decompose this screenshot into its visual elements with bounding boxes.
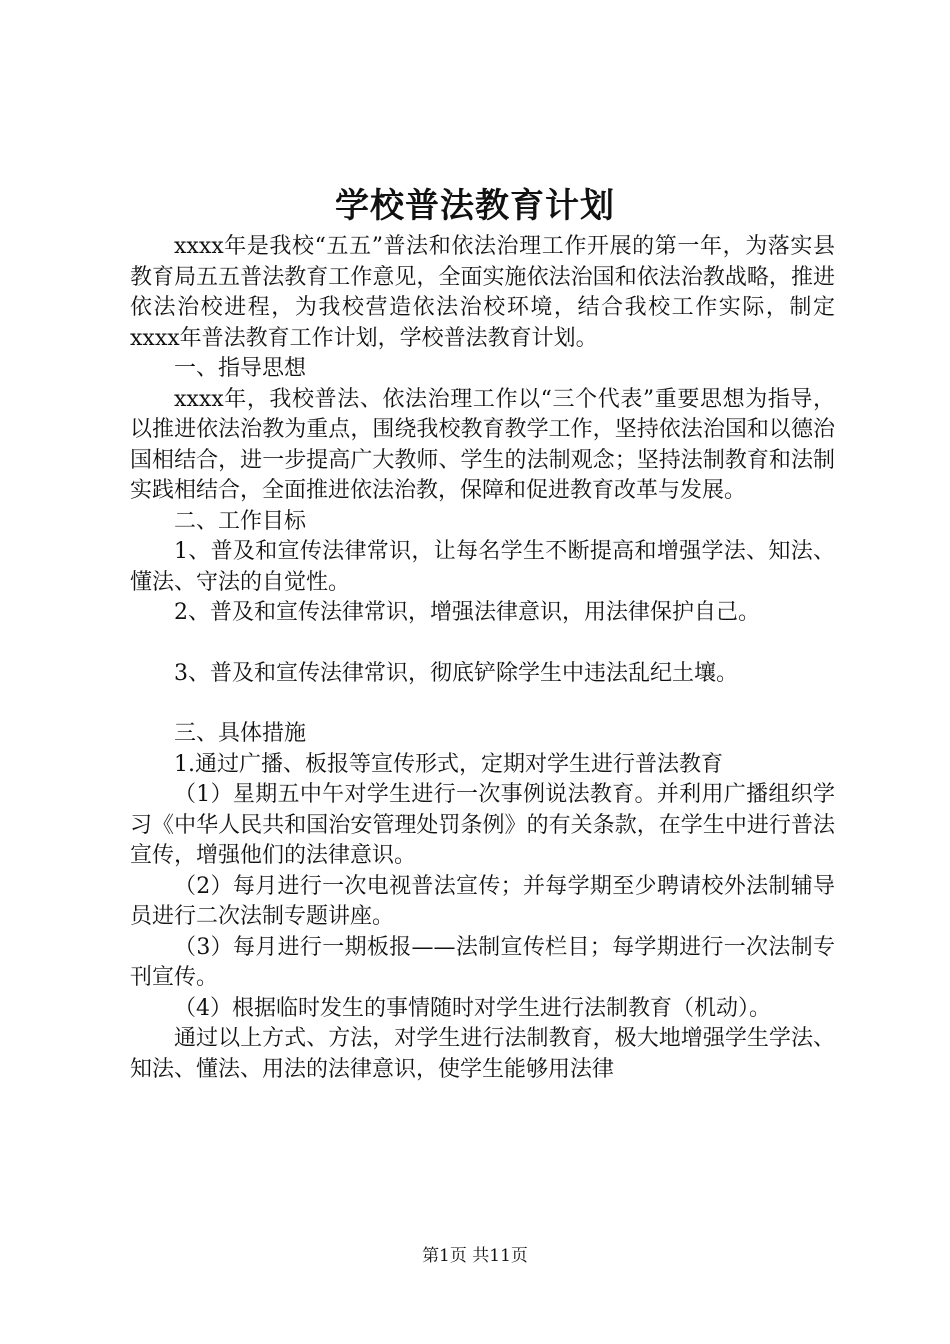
section-heading-specific-measures: 三、具体措施 (174, 721, 307, 746)
intro-paragraph: xxxx年是我校“五五”普法和依法治理工作开展的第一年，为落实县教育局五五普法教育工作意见，全面实施依法治国和依法治教战略，推进依法治校进程，为我校营造依法治校环境，结合我校工作实际，制定xxxx年普法教育工作计划，学校普法教育计划。 (130, 234, 835, 351)
measure-item-1: 1.通过广播、板报等宣传形式，定期对学生进行普法教育 (174, 751, 723, 777)
document-body (130, 232, 835, 1085)
measure-subitem-3: （3）每月进行一期板报——法制宣传栏目；每学期进行一次法制专刊宣传。 (130, 934, 835, 990)
page-footer: 第1页 共11页 (422, 1246, 528, 1266)
work-goal-item-1: 1、普及和宣传法律常识，让每名学生不断提高和增强学法、知法、懂法、守法的自觉性。 (130, 539, 835, 595)
work-goal-item-3: 3、普及和宣传法律常识，彻底铲除学生中违法乱纪土壤。 (174, 660, 738, 686)
section-heading-work-goals: 二、工作目标 (174, 508, 307, 534)
summary-paragraph: 通过以上方式、方法，对学生进行法制教育，极大地增强学生学法、知法、懂法、用法的法律意识，使学生能够用法律 (130, 1026, 835, 1082)
document-title: 学校普法教育计划 (335, 186, 615, 226)
measure-subitem-4: （4）根据临时发生的事情随时对学生进行法制教育（机动）。 (174, 995, 771, 1021)
measure-subitem-1: （1）星期五中午对学生进行一次事例说法教育。并利用广播组织学习《中华人民共和国治安管理处罚条例》的有关条款，在学生中进行普法宣传，增强他们的法律意识。 (130, 782, 835, 868)
section-heading-guiding-ideology: 一、指导思想 (174, 356, 307, 381)
measure-subitem-2: （2）每月进行一次电视普法宣传；并每学期至少聘请校外法制辅导员进行二次法制专题讲座。 (130, 873, 835, 929)
work-goal-item-2: 2、普及和宣传法律常识，增强法律意识，用法律保护自己。 (174, 600, 760, 625)
guiding-ideology-paragraph: xxxx年，我校普法、依法治理工作以“三个代表”重要思想为指导，以推进依法治教为重点，围绕我校教育教学工作，坚持依法治国和以德治国相结合，进一步提高广大教师、学生的法制观念；坚持法制教育和法制实践相结合，全面推进依法治教，保障和促进教育改革与发展。 (130, 386, 835, 503)
